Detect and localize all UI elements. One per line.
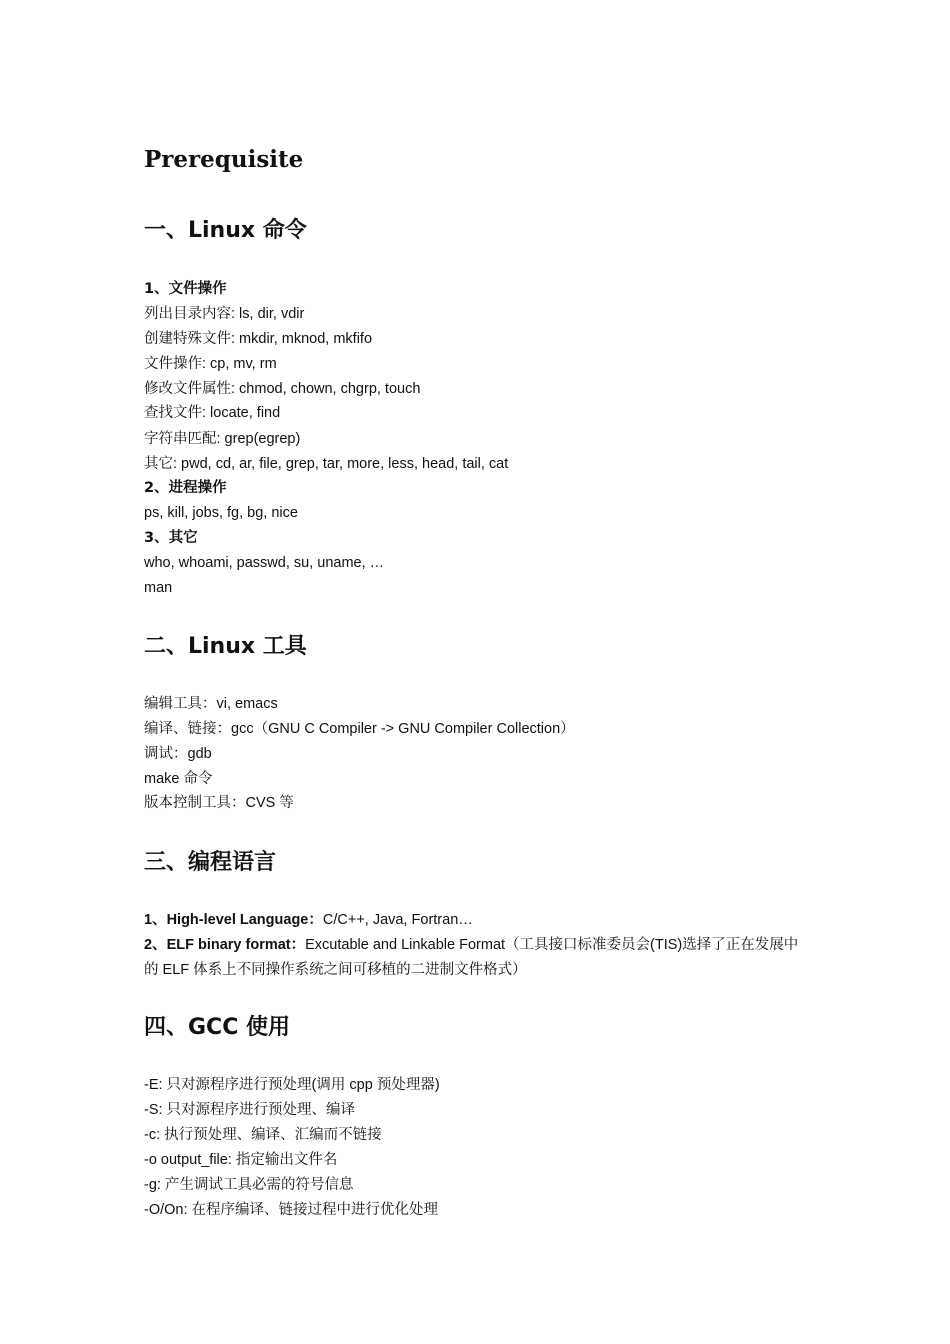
other-line: man — [144, 580, 173, 596]
file-ops-line: 查找文件: locate, find — [144, 405, 281, 421]
gcc-option-line: -g: 产生调试工具必需的符号信息 — [144, 1177, 354, 1193]
gcc-option-line: -S: 只对源程序进行预处理、编译 — [144, 1102, 356, 1118]
linux-tools-line: 编译、链接：gcc（GNU C Compiler -> GNU Compiler Collection） — [144, 721, 575, 737]
subheading-file-operations: 1、文件操作 — [144, 281, 227, 297]
programming-language-item — [144, 908, 473, 933]
section-heading-linux-tools: 二、Linux 工具 — [144, 634, 307, 659]
file-ops-line: 其它: pwd, cd, ar, file, grep, tar, more, less, head, tail, cat — [144, 456, 509, 472]
process-ops-line: ps, kill, jobs, fg, bg, nice — [144, 505, 298, 521]
gcc-option-line: -c: 执行预处理、编译、汇编而不链接 — [144, 1127, 382, 1143]
section-heading-linux-commands: 一、Linux 命令 — [144, 218, 307, 243]
section-heading-programming-language: 三、编程语言 — [144, 850, 277, 875]
file-ops-line: 创建特殊文件: mkdir, mknod, mkfifo — [144, 331, 373, 347]
gcc-option-line: -o output_file: 指定输出文件名 — [144, 1152, 338, 1168]
file-ops-line: 文件操作: cp, mv, rm — [144, 356, 277, 372]
linux-tools-line: 版本控制工具：CVS 等 — [144, 795, 294, 811]
linux-tools-line: make 命令 — [144, 771, 213, 787]
linux-tools-line: 编辑工具：vi, emacs — [144, 696, 278, 712]
other-line: who, whoami, passwd, su, uname, … — [144, 555, 385, 571]
document-title: Prerequisite — [144, 146, 304, 173]
gcc-option-line: -E: 只对源程序进行预处理(调用 cpp 预处理器) — [144, 1077, 440, 1093]
section-heading-gcc-usage: 四、GCC 使用 — [144, 1015, 291, 1040]
item-label: 2、ELF binary format： — [144, 937, 306, 953]
gcc-option-line: -O/On: 在程序编译、链接过程中进行优化处理 — [144, 1202, 439, 1218]
file-ops-line: 字符串匹配: grep(egrep) — [144, 431, 301, 447]
subheading-process-operations: 2、进程操作 — [144, 480, 227, 496]
file-ops-line: 列出目录内容: ls, dir, vdir — [144, 306, 305, 322]
item-label: 1、High-level Language： — [144, 912, 323, 928]
linux-tools-line: 调试：gdb — [144, 746, 212, 762]
item-text: C/C++, Java, Fortran… — [322, 912, 473, 928]
subheading-other: 3、其它 — [144, 530, 198, 546]
programming-language-item — [144, 933, 812, 983]
file-ops-line: 修改文件属性: chmod, chown, chgrp, touch — [144, 381, 421, 397]
item-text: Excutable and Linkable Format（工具接口标准委员会(TIS)选择了正在发展中的 ELF 体系上不同操作系统之间可移植的二进制文件格式） — [144, 937, 799, 978]
